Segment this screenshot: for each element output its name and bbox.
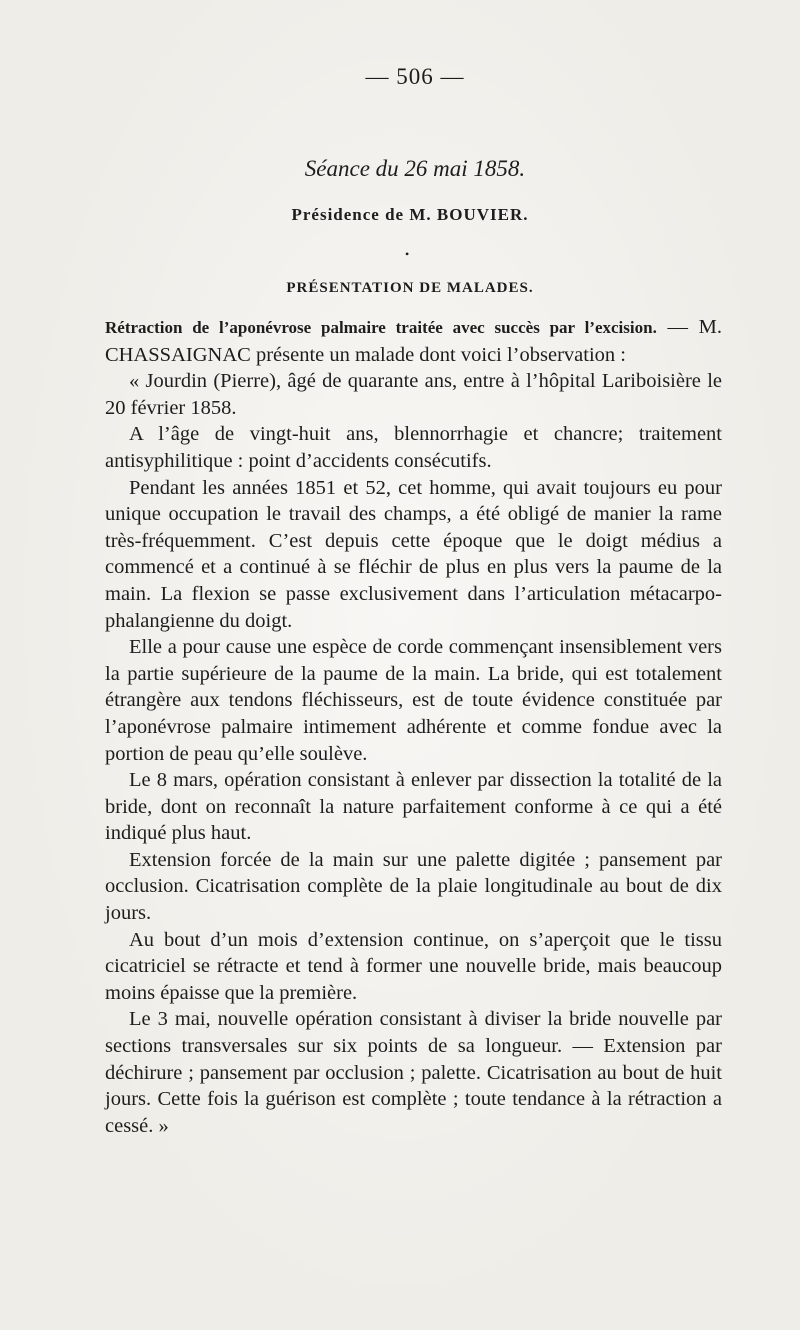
- ornament-dot: •: [405, 247, 410, 261]
- article-lead-paragraph: [105, 314, 722, 368]
- paragraph-8: Le 3 mai, nouvelle opération consistant à diviser la bride nouvelle par sections transversales sur six points de sa longueur. — Extension par déchirure ; pansement par occlusion ; palette. Cicatrisation au bout de huit jours. Cette fois la guérison est complète ; toute tendance à la rétraction a cessé. »: [105, 1008, 722, 1137]
- article-intro: présente un malade dont voici l’observation :: [250, 343, 626, 366]
- article-body: [105, 314, 722, 1139]
- section-heading: PRÉSENTATION DE MALADES.: [286, 280, 534, 296]
- paragraph-4: Elle a pour cause une espèce de corde commençant insensiblement vers la partie supérieure de la paume de la main. La bride, qui est totalement étrangère aux tendons fléchisseurs, est de toute évidence constituée par l’aponévrose palmaire intimement adhérente et comme fondue avec la portion de peau qu’elle soulève.: [105, 636, 722, 765]
- paragraph-3: Pendant les années 1851 et 52, cet homme, qui avait toujours eu pour unique occupation le travail des champs, a été obligé de manier la rame très-fréquemment. C’est depuis cette époque que le doigt médius a commencé et a continué à se fléchir de plus en plus vers la paume de la main. La flexion se passe exclusivement dans l’articulation métacarpo-phalangienne du doigt.: [105, 476, 722, 632]
- article-author: M. CHASSAIGNAC: [105, 316, 723, 366]
- article-title: Rétraction de l’aponévrose palmaire traitée avec succès par l’excision.: [105, 318, 657, 337]
- page-number: — 506 —: [365, 64, 465, 89]
- session-heading: Séance du 26 mai 1858.: [304, 156, 526, 181]
- paragraph-5: Le 8 mars, opération consistant à enlever par dissection la totalité de la bride, dont on reconnaît la nature parfaitement conforme à ce qui a été indiqué plus haut.: [105, 769, 722, 845]
- presidency-heading: Présidence de M. BOUVIER.: [291, 205, 529, 224]
- paragraph-7: Au bout d’un mois d’extension continue, on s’aperçoit que le tissu cicatriciel se rétracte et tend à former une nouvelle bride, mais beaucoup moins épaisse que la première.: [105, 928, 722, 1004]
- paragraph-6: Extension forcée de la main sur une palette digitée ; pansement par occlusion. Cicatrisation complète de la plaie longitudinale au bout de dix jours.: [105, 848, 722, 925]
- title-dash: —: [656, 316, 699, 338]
- paragraph-1: « Jourdin (Pierre), âgé de quarante ans, entre à l’hôpital Lariboisière le 20 février 1858.: [105, 370, 722, 419]
- paragraph-2: A l’âge de vingt-huit ans, blennorrhagie et chancre; traitement antisyphilitique : point d’accidents consécutifs.: [105, 423, 722, 472]
